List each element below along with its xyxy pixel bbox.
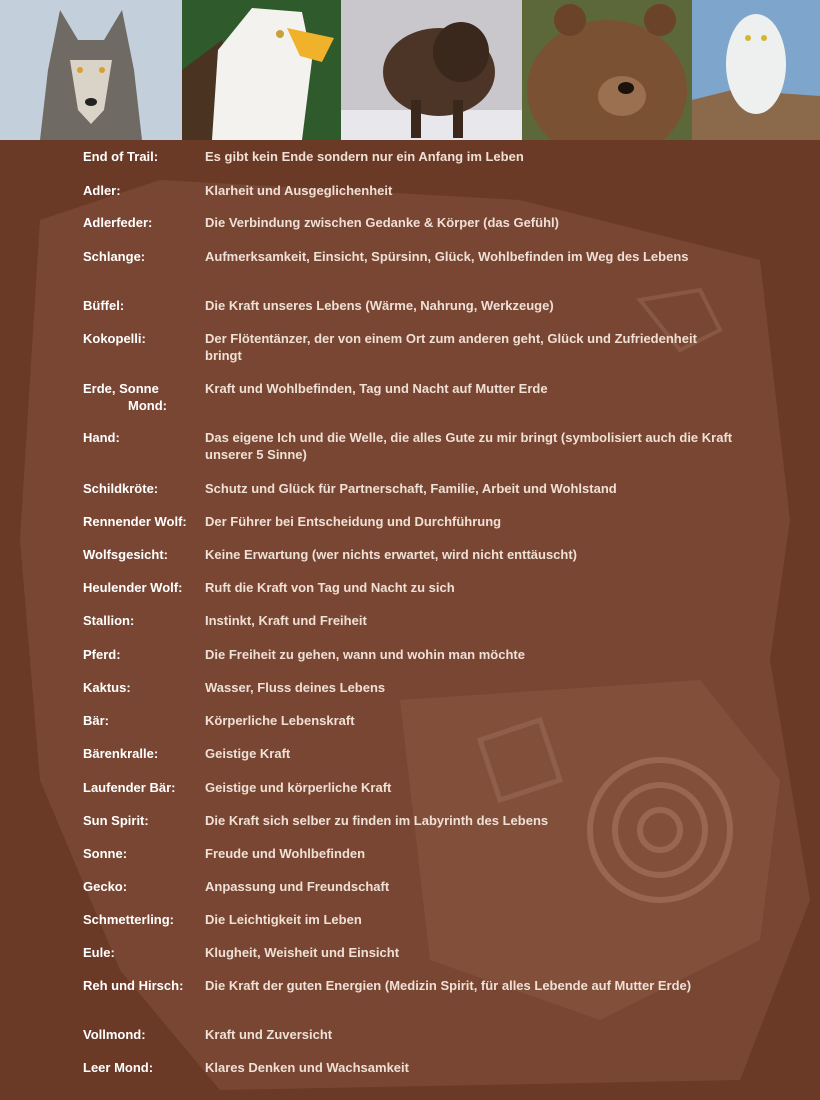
symbol-meaning: Instinkt, Kraft und Freiheit bbox=[205, 613, 367, 628]
symbol-name-text: Adlerfeder: bbox=[83, 215, 153, 230]
symbol-meaning: Das eigene Ich und die Welle, die alles Gute zu mir bringt (symbolisiert auch die Kraft unserer 5 Sinne) bbox=[205, 430, 733, 462]
list-item bbox=[83, 911, 733, 928]
symbol-name bbox=[83, 380, 205, 414]
list-item bbox=[83, 546, 733, 563]
symbol-meaning: Freude und Wohlbefinden bbox=[205, 846, 366, 861]
symbol-name bbox=[83, 812, 205, 829]
symbol-name-text: Hand: bbox=[83, 430, 120, 445]
symbol-meaning: Geistige Kraft bbox=[205, 746, 291, 761]
symbol-name-text: Kaktus: bbox=[83, 680, 131, 695]
symbol-name bbox=[83, 1026, 205, 1043]
symbol-name bbox=[83, 679, 205, 696]
symbol-name bbox=[83, 911, 205, 928]
symbol-name-text: Adler: bbox=[83, 183, 121, 198]
symbol-name bbox=[83, 546, 205, 563]
symbol-name bbox=[83, 712, 205, 729]
symbol-name-text: Bär: bbox=[83, 713, 110, 728]
symbol-name bbox=[83, 429, 205, 463]
list-item bbox=[83, 297, 733, 314]
symbol-name bbox=[83, 330, 205, 364]
list-item bbox=[83, 712, 733, 729]
symbol-meaning: Geistige und körperliche Kraft bbox=[205, 780, 392, 795]
symbol-name-text: Sun Spirit: bbox=[83, 813, 149, 828]
symbol-meaning: Aufmerksamkeit, Einsicht, Spürsinn, Glück, Wohlbefinden im Weg des Lebens bbox=[205, 249, 689, 264]
symbol-meaning: Die Kraft der guten Energien (Medizin Spirit, für alles Lebende auf Mutter Erde) bbox=[205, 978, 692, 993]
list-item bbox=[83, 977, 733, 994]
symbol-name-text: Stallion: bbox=[83, 613, 135, 628]
symbol-name bbox=[83, 612, 205, 629]
list-item bbox=[83, 944, 733, 961]
symbol-meaning: Klugheit, Weisheit und Einsicht bbox=[205, 945, 400, 960]
list-item bbox=[83, 330, 733, 364]
list-item bbox=[83, 779, 733, 796]
symbol-name-text: Wolfsgesicht: bbox=[83, 547, 168, 562]
symbol-name-text: Eule: bbox=[83, 945, 115, 960]
symbol-meaning: Die Verbindung zwischen Gedanke & Körper (das Gefühl) bbox=[205, 215, 559, 230]
symbol-meaning: Kraft und Wohlbefinden, Tag und Nacht auf Mutter Erde bbox=[205, 381, 548, 396]
list-item bbox=[83, 513, 733, 530]
list-item bbox=[83, 148, 733, 165]
symbol-name-text: Leer Mond: bbox=[83, 1060, 154, 1075]
symbol-name bbox=[83, 182, 205, 199]
symbol-name bbox=[83, 977, 205, 994]
symbol-meaning: Wasser, Fluss deines Lebens bbox=[205, 680, 386, 695]
symbol-name-text: Schlange: bbox=[83, 249, 146, 264]
symbol-name-text: Kokopelli: bbox=[83, 331, 146, 346]
symbol-name bbox=[83, 944, 205, 961]
list-item bbox=[83, 878, 733, 895]
list-item bbox=[83, 248, 733, 265]
eagle-photo bbox=[182, 0, 341, 140]
symbol-meaning: Die Kraft unseres Lebens (Wärme, Nahrung, Werkzeuge) bbox=[205, 298, 554, 313]
symbol-meaning: Klarheit und Ausgeglichenheit bbox=[205, 183, 393, 198]
symbol-name-text: Vollmond: bbox=[83, 1027, 146, 1042]
list-item bbox=[83, 1026, 733, 1043]
symbol-name-text: Bärenkralle: bbox=[83, 746, 159, 761]
symbol-name bbox=[83, 845, 205, 862]
symbol-name-text: End of Trail: bbox=[83, 149, 159, 164]
symbol-name-text: Erde, Sonne bbox=[83, 381, 159, 396]
list-item bbox=[83, 182, 733, 199]
symbol-name bbox=[83, 1059, 205, 1076]
symbol-name-text: Gecko: bbox=[83, 879, 128, 894]
symbol-name-text: Reh und Hirsch: bbox=[83, 978, 184, 993]
symbol-name bbox=[83, 297, 205, 314]
symbol-name bbox=[83, 745, 205, 762]
symbol-meaning: Keine Erwartung (wer nichts erwartet, wird nicht enttäuscht) bbox=[205, 547, 578, 562]
symbol-meaning: Kraft und Zuversicht bbox=[205, 1027, 333, 1042]
symbol-name-text: Sonne: bbox=[83, 846, 128, 861]
symbol-name bbox=[83, 779, 205, 796]
symbol-meaning: Anpassung und Freundschaft bbox=[205, 879, 390, 894]
symbol-name bbox=[83, 646, 205, 663]
symbol-name bbox=[83, 579, 205, 596]
list-item bbox=[83, 646, 733, 663]
list-item bbox=[83, 214, 733, 231]
wolf-photo bbox=[0, 0, 182, 140]
list-item bbox=[83, 612, 733, 629]
symbol-name bbox=[83, 878, 205, 895]
symbol-meaning: Schutz und Glück für Partnerschaft, Familie, Arbeit und Wohlstand bbox=[205, 481, 617, 496]
symbol-name-text: Laufender Bär: bbox=[83, 780, 176, 795]
list-item bbox=[83, 480, 733, 497]
symbol-meaning: Der Führer bei Entscheidung und Durchführung bbox=[205, 514, 502, 529]
symbol-name bbox=[83, 248, 205, 265]
animal-photo-banner bbox=[0, 0, 820, 140]
symbol-meaning: Die Kraft sich selber zu finden im Labyrinth des Lebens bbox=[205, 813, 549, 828]
symbol-name bbox=[83, 214, 205, 231]
symbol-meaning: Der Flötentänzer, der von einem Ort zum anderen geht, Glück und Zufriedenheit bringt bbox=[205, 331, 697, 363]
symbol-name-text: Rennender Wolf: bbox=[83, 514, 187, 529]
symbol-name-text: Heulender Wolf: bbox=[83, 580, 183, 595]
list-item bbox=[83, 1059, 733, 1076]
owl-photo bbox=[692, 0, 820, 140]
bear-photo bbox=[522, 0, 692, 140]
list-item bbox=[83, 679, 733, 696]
symbol-meaning: Körperliche Lebenskraft bbox=[205, 713, 355, 728]
list-item bbox=[83, 745, 733, 762]
symbol-meaning: Die Freiheit zu gehen, wann und wohin man möchte bbox=[205, 647, 525, 662]
symbol-name-text: Schmetterling: bbox=[83, 912, 175, 927]
symbol-meaning: Klares Denken und Wachsamkeit bbox=[205, 1060, 409, 1075]
list-item bbox=[83, 845, 733, 862]
symbol-name-text-line2: Mond: bbox=[128, 398, 167, 413]
list-item bbox=[83, 812, 733, 829]
symbol-name-text: Schildkröte: bbox=[83, 481, 159, 496]
symbol-meaning: Die Leichtigkeit im Leben bbox=[205, 912, 362, 927]
list-item bbox=[83, 579, 733, 596]
list-item bbox=[83, 380, 733, 414]
symbol-name-text: Büffel: bbox=[83, 298, 125, 313]
symbol-name-text: Pferd: bbox=[83, 647, 121, 662]
list-item bbox=[83, 429, 733, 463]
symbol-name bbox=[83, 148, 205, 165]
bison-photo bbox=[341, 0, 522, 140]
symbol-meaning: Ruft die Kraft von Tag und Nacht zu sich bbox=[205, 580, 455, 595]
symbol-name bbox=[83, 513, 205, 530]
symbol-meaning: Es gibt kein Ende sondern nur ein Anfang im Leben bbox=[205, 149, 524, 164]
symbol-name bbox=[83, 480, 205, 497]
